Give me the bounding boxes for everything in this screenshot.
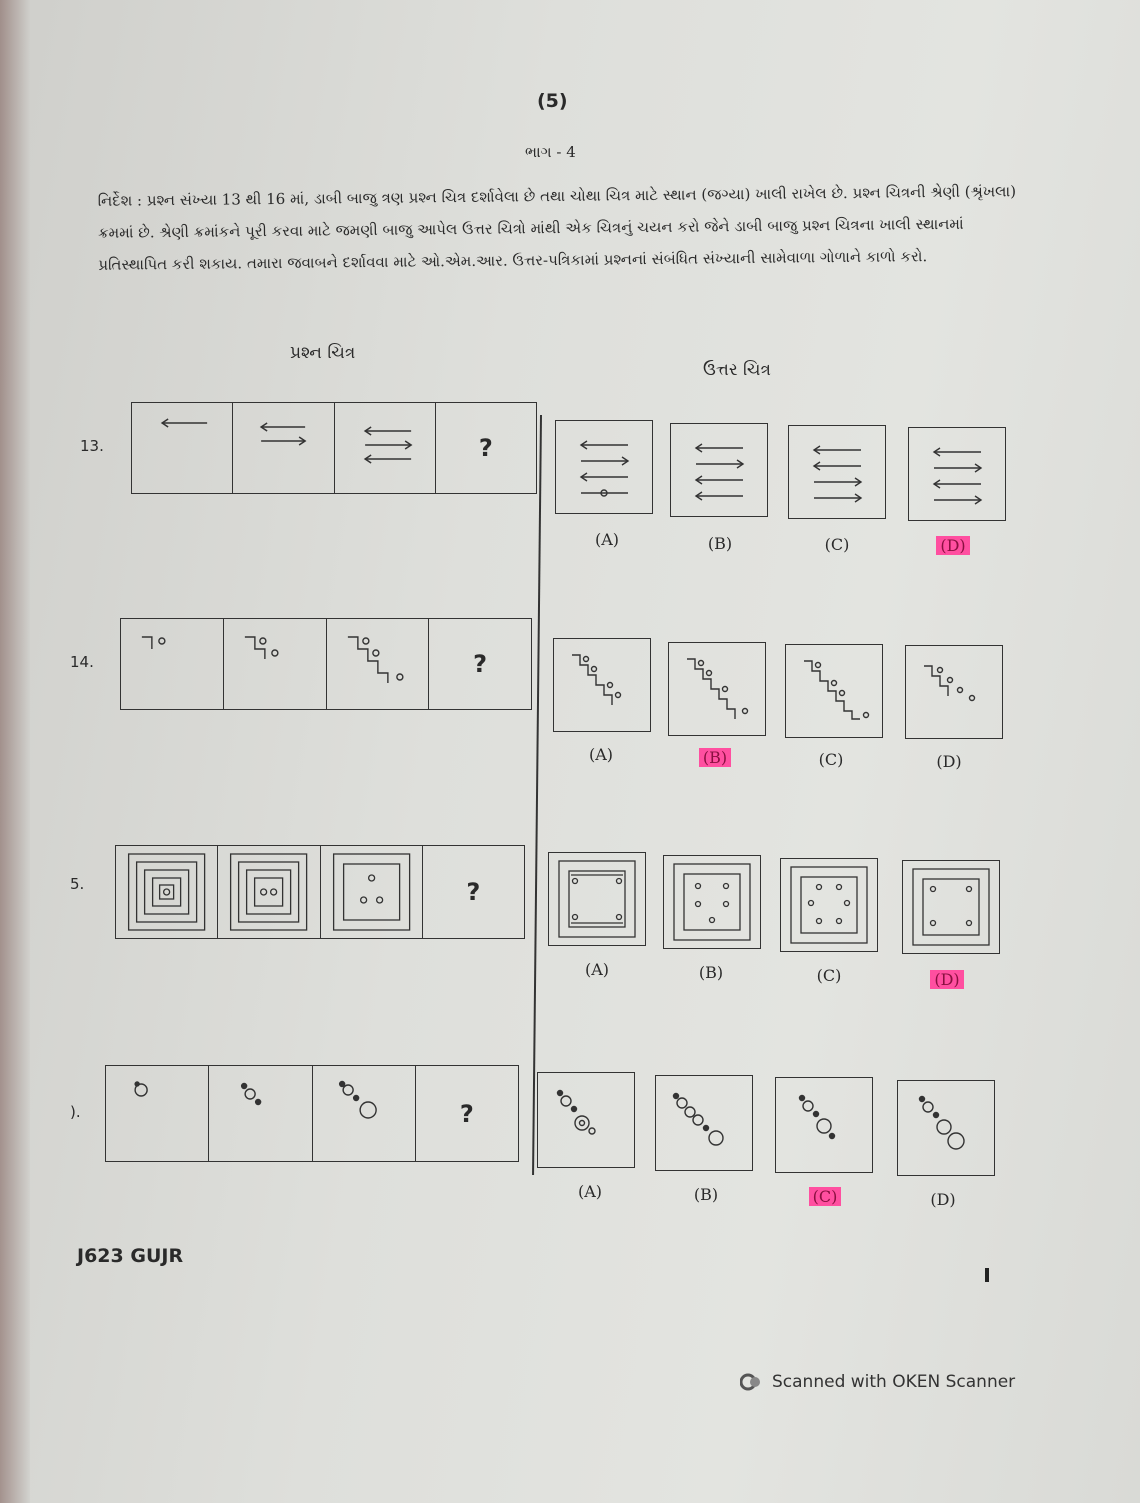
option-label-c: (C) [816, 966, 842, 985]
option-label-b: (B) [707, 534, 733, 553]
question-figure-2 [233, 403, 334, 493]
squares-figure [781, 859, 877, 951]
answer-option-b[interactable] [668, 642, 766, 736]
circles-figure [106, 1066, 208, 1161]
highlighter-mark: (B) [699, 748, 731, 767]
answer-option-a[interactable] [548, 852, 646, 946]
question-figure-2 [224, 619, 327, 709]
squares-figure [903, 861, 999, 953]
question-number: 13. [80, 437, 104, 455]
squares-figure [549, 853, 645, 945]
question-figures-label: પ્રશ્ન ચિત્ર [290, 343, 356, 363]
step-figure [554, 639, 650, 731]
circles-figure [776, 1078, 872, 1172]
option-label-b: (B) [693, 1185, 719, 1204]
step-figure [669, 643, 765, 735]
highlighter-mark: (D) [936, 536, 969, 555]
question-figure-2 [218, 846, 320, 938]
answer-option-c[interactable] [785, 644, 883, 738]
question-figure-blank [416, 1066, 518, 1161]
option-label-c: (C) [818, 750, 844, 769]
arrow-figure [789, 426, 885, 518]
answer-option-a[interactable] [555, 420, 653, 514]
answer-option-d[interactable] [897, 1080, 995, 1176]
instructions-paragraph: નિર્દેશ : પ્રશ્ન સંખ્યા 13 થી 16 માં, ડાબી બાજુ ત્રણ પ્રશ્ન ચિત્ર દર્શાવેલા છે તથા ચોથા ચિત્ર માટે સ્થાન (જગ્યા) ખાલી રાખેલ છે. પ્રશ્ન ચિત્રની શ્રેણી (શ્રૃંખલા) ક્રમમાં છે. શ્રેણી ક્રમાંકને પૂરી કરવા માટે જમણી બાજુ આપેલ ઉત્તર ચિત્રો માંથી એક ચિત્રનું ચયન કરો જેને ડાબી બાજુ પ્રશ્ન ચિત્રના ખાલી સ્થાનમાં પ્રતિસ્થાપિત કરી શકાય. તમારા જવાબને દર્શાવવા માટે ઓ.એમ.આર. ઉત્તર-પત્રિકામાં પ્રશ્નનાં સંબંધિત સંખ્યાની સામેવાળા ગોળાને કાળો કરો. [97, 182, 1017, 274]
question-number: 5. [70, 875, 85, 893]
circles-figure [209, 1066, 311, 1161]
question-figure-3 [335, 403, 436, 493]
question-mark: ? [473, 650, 488, 678]
option-label-d-marked [912, 970, 982, 989]
option-label-b-marked [680, 748, 750, 767]
highlighter-mark: (D) [930, 970, 963, 989]
nested-squares-figure [321, 846, 422, 938]
answer-figures-label: ઉત્તર ચિત્ર [703, 360, 771, 380]
answer-option-b[interactable] [670, 423, 768, 517]
paper-code: J623 GUJR [77, 1245, 184, 1267]
step-figure [121, 619, 223, 709]
answer-option-d[interactable] [902, 860, 1000, 954]
question-figure-strip [120, 618, 532, 710]
circles-figure [898, 1081, 994, 1175]
answer-option-c[interactable] [775, 1077, 873, 1173]
question-mark: ? [459, 1099, 474, 1128]
option-label-c: (C) [824, 535, 850, 554]
scanner-text: Scanned with OKEN Scanner [772, 1372, 1016, 1392]
question-number: ). [70, 1103, 81, 1121]
section-title: ભાગ - 4 [525, 143, 576, 161]
option-label-b: (B) [698, 963, 724, 982]
option-label-a: (A) [594, 530, 620, 549]
question-figure-blank [423, 846, 524, 938]
question-mark: ? [466, 878, 481, 906]
option-label-a: (A) [577, 1182, 603, 1201]
question-figure-blank [436, 403, 536, 493]
question-figure-1 [116, 846, 218, 938]
question-figure-1 [132, 403, 233, 493]
highlighter-mark: (C) [809, 1187, 842, 1206]
squares-figure [664, 856, 760, 948]
option-label-a: (A) [588, 745, 614, 764]
question-figure-2 [209, 1066, 312, 1161]
step-figure [327, 619, 429, 709]
question-mark: ? [478, 434, 493, 462]
circles-figure [313, 1066, 415, 1161]
option-label-d-marked [918, 536, 988, 555]
step-figure [786, 645, 882, 737]
question-figure-1 [121, 619, 224, 709]
question-figure-blank [429, 619, 531, 709]
answer-option-a[interactable] [537, 1072, 635, 1168]
arrow-figure [671, 424, 767, 516]
answer-option-b[interactable] [655, 1075, 753, 1171]
option-label-d: (D) [930, 1190, 956, 1209]
step-figure [906, 646, 1002, 738]
question-figure-strip [105, 1065, 519, 1162]
page-mark [985, 1268, 989, 1282]
question-figure-3 [321, 846, 423, 938]
arrow-figure [335, 403, 435, 493]
circles-figure [656, 1076, 752, 1170]
arrow-figure [132, 403, 232, 493]
scanner-watermark [740, 1372, 1015, 1392]
answer-option-d[interactable] [908, 427, 1006, 521]
arrow-figure [233, 403, 333, 493]
answer-option-a[interactable] [553, 638, 651, 732]
question-figure-3 [313, 1066, 416, 1161]
question-number: 14. [70, 653, 94, 671]
answer-option-d[interactable] [905, 645, 1003, 739]
answer-option-b[interactable] [663, 855, 761, 949]
column-divider [532, 415, 542, 1175]
page-edge-shadow [0, 0, 30, 1503]
option-label-a: (A) [584, 960, 610, 979]
answer-option-c[interactable] [788, 425, 886, 519]
circles-figure [538, 1073, 634, 1167]
question-figure-strip [131, 402, 537, 494]
question-figure-strip [115, 845, 525, 939]
scanner-logo-icon [740, 1373, 762, 1391]
question-figure-1 [106, 1066, 209, 1161]
option-label-d: (D) [936, 752, 962, 771]
option-label-c-marked [790, 1187, 860, 1206]
arrow-figure [909, 428, 1005, 520]
nested-squares-figure [116, 846, 217, 938]
arrow-figure [556, 421, 652, 513]
nested-squares-figure [218, 846, 319, 938]
question-figure-3 [327, 619, 430, 709]
answer-option-c[interactable] [780, 858, 878, 952]
page-number: (5) [537, 90, 568, 112]
step-figure [224, 619, 326, 709]
